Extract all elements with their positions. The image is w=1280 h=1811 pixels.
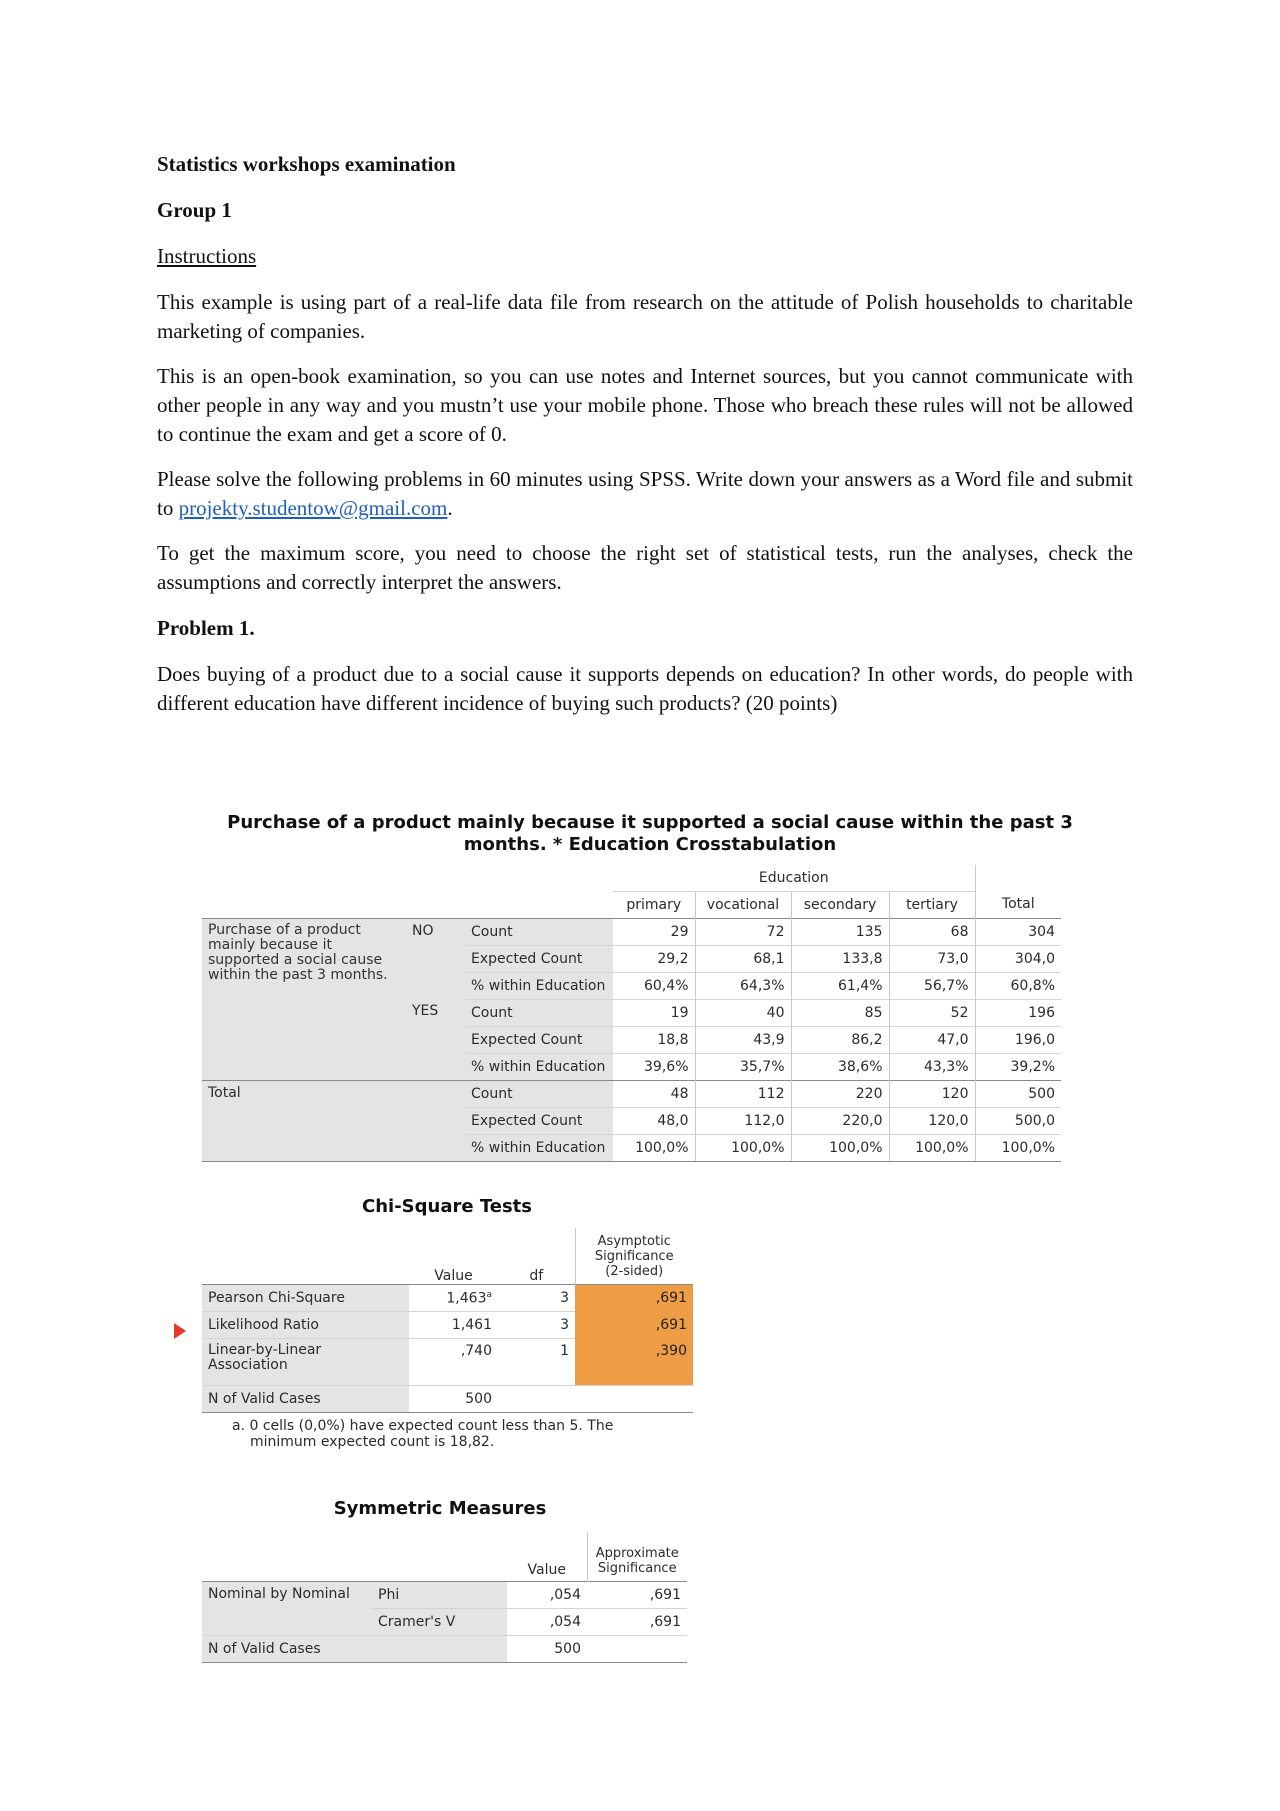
- crosstab-cell: 112: [695, 1080, 791, 1107]
- col-header-primary: primary: [613, 891, 695, 918]
- chisq-row-df: 1: [498, 1339, 575, 1386]
- chisq-footnote-line1: a. 0 cells (0,0%) have expected count less than 5. The: [232, 1418, 614, 1434]
- crosstab-cell: 304,0: [975, 945, 1061, 972]
- chisq-n-value: 500: [409, 1386, 498, 1413]
- chisq-footnote-line2: minimum expected count is 18,82.: [250, 1434, 495, 1450]
- problem-heading: Problem 1.: [157, 616, 255, 640]
- crosstab-stat-label: Expected Count: [465, 1026, 613, 1053]
- crosstab-cell: 304: [975, 918, 1061, 945]
- crosstab-cell: 120: [889, 1080, 975, 1107]
- chisq-row-label: Linear-by-Linear Association: [202, 1339, 409, 1386]
- crosstab-cell: 500,0: [975, 1107, 1061, 1134]
- col-header-secondary: secondary: [791, 891, 889, 918]
- crosstab-cell: 64,3%: [695, 972, 791, 999]
- chisq-row-df: 3: [498, 1285, 575, 1312]
- paragraph-scoring: To get the maximum score, you need to choose the right set of statistical tests, run the analyses, check the assumptions and correctly interpret the answers.: [157, 541, 1133, 594]
- crosstab-cell: 56,7%: [889, 972, 975, 999]
- problem-text: Does buying of a product due to a social cause it supports depends on education? In other words, do people with different education have different incidence of buying such products? (20 points): [157, 662, 1133, 715]
- chisq-row-sig: ,691: [575, 1312, 693, 1339]
- crosstab-cell: 100,0%: [613, 1134, 695, 1161]
- crosstab-title-line1: Purchase of a product mainly because it supported a social cause within the past 3: [227, 812, 1073, 833]
- crosstab-title: [200, 812, 1100, 856]
- crosstab-stat-label: % within Education: [465, 1134, 613, 1161]
- crosstab-cell: 35,7%: [695, 1053, 791, 1080]
- chisq-col-value: Value: [434, 1268, 473, 1284]
- chisq-col-sig-line2: Significance: [594, 1249, 674, 1264]
- crosstab-stat-label: Count: [465, 999, 613, 1026]
- symm-sig: ,691: [587, 1582, 687, 1609]
- crosstab-cell: 52: [889, 999, 975, 1026]
- doc-title: Statistics workshops examination: [157, 152, 456, 176]
- symm-value: ,054: [507, 1582, 587, 1609]
- crosstab-cell: 47,0: [889, 1026, 975, 1053]
- crosstab-cell: 196: [975, 999, 1061, 1026]
- crosstab-cell: 43,3%: [889, 1053, 975, 1080]
- chisq-row-df: 3: [498, 1312, 575, 1339]
- group-heading: Group 1: [157, 198, 232, 222]
- chisq-footnote-marker: a: [486, 1289, 492, 1300]
- crosstab-stat-label: Expected Count: [465, 945, 613, 972]
- paragraph-submission: [157, 465, 1133, 523]
- crosstab-cell: 500: [975, 1080, 1061, 1107]
- chisq-value-text: 1,463: [446, 1290, 487, 1307]
- chisq-footnote: [232, 1418, 613, 1450]
- crosstab-cell: 86,2: [791, 1026, 889, 1053]
- chisq-row-sig: ,691: [575, 1285, 693, 1312]
- crosstab-stat-label: Count: [465, 918, 613, 945]
- crosstab-cell: 220: [791, 1080, 889, 1107]
- crosstab-cell: 68: [889, 918, 975, 945]
- crosstab-cell: 18,8: [613, 1026, 695, 1053]
- submission-text: Please solve the following problems in 60 minutes using SPSS. Write down your answers as a Word file and submit to: [157, 467, 1133, 520]
- crosstab-cell: 100,0%: [975, 1134, 1061, 1161]
- email-link[interactable]: projekty.studentow@gmail.com: [178, 496, 448, 520]
- instructions-heading: Instructions: [157, 244, 257, 268]
- crosstab-table: [202, 865, 1061, 1162]
- crosstab-cell: 61,4%: [791, 972, 889, 999]
- symm-stat-label: Phi: [372, 1582, 507, 1609]
- symm-title: Symmetric Measures: [333, 1498, 547, 1519]
- col-header-vocational: vocational: [695, 891, 791, 918]
- crosstab-cell: 38,6%: [791, 1053, 889, 1080]
- crosstab-cell: 39,2%: [975, 1053, 1061, 1080]
- chisq-row-label: Pearson Chi-Square: [202, 1285, 409, 1312]
- symm-col-sig-line1: Approximate: [595, 1546, 679, 1561]
- symm-value: ,054: [507, 1609, 587, 1636]
- crosstab-cell: 100,0%: [791, 1134, 889, 1161]
- crosstab-cell: 60,4%: [613, 972, 695, 999]
- chisq-row-value: ,740: [409, 1339, 498, 1386]
- chisq-row-value: [409, 1285, 498, 1312]
- crosstab-cell: 120,0: [889, 1107, 975, 1134]
- crosstab-title-line2: months. * Education Crosstabulation: [463, 834, 837, 855]
- education-group-header: Education: [758, 869, 829, 886]
- chisq-row-value: 1,461: [409, 1312, 498, 1339]
- chisq-row-sig: ,390: [575, 1339, 693, 1386]
- symm-table: [202, 1532, 687, 1663]
- crosstab-cell: 100,0%: [889, 1134, 975, 1161]
- crosstab-total-label: Total: [202, 1080, 465, 1161]
- paragraph-rules: This is an open-book examination, so you can use notes and Internet sources, but you cannot communicate with other people in any way and you mustn’t use your mobile phone. Those who breach these rules will not be allowed to continue the exam and get a score of 0.: [157, 364, 1133, 446]
- chisq-table-wrap: [202, 1228, 693, 1413]
- col-header-total: Total: [975, 891, 1061, 918]
- crosstab-cell: 73,0: [889, 945, 975, 972]
- chisq-table: [202, 1228, 693, 1413]
- crosstab-stat-label: Expected Count: [465, 1107, 613, 1134]
- crosstab-stat-label: % within Education: [465, 972, 613, 999]
- symm-col-sig-line2: Significance: [597, 1561, 677, 1576]
- document-body: [157, 150, 1133, 718]
- crosstab-cell: 68,1: [695, 945, 791, 972]
- crosstab-cell: 19: [613, 999, 695, 1026]
- chisq-n-label: N of Valid Cases: [202, 1386, 409, 1413]
- chisq-col-significance: [575, 1228, 693, 1285]
- chisq-row-label: Likelihood Ratio: [202, 1312, 409, 1339]
- table-row: [202, 1080, 1061, 1107]
- chisq-title: Chi-Square Tests: [362, 1196, 532, 1217]
- crosstab-cell: 29: [613, 918, 695, 945]
- crosstab-cell: 40: [695, 999, 791, 1026]
- crosstab-cell: 29,2: [613, 945, 695, 972]
- crosstab-cell: 43,9: [695, 1026, 791, 1053]
- crosstab-group-label: YES: [406, 999, 465, 1080]
- chisq-col-sig-line1: Asymptotic: [597, 1234, 671, 1249]
- symm-stat-label: Cramer's V: [372, 1609, 507, 1636]
- crosstab-row-label: Purchase of a product mainly because it supported a social cause within the past 3 months.: [202, 918, 406, 1080]
- chisq-col-sig-line3: (2-sided): [605, 1264, 664, 1279]
- symm-col-significance: [587, 1532, 687, 1582]
- crosstab-stat-label: Count: [465, 1080, 613, 1107]
- symm-group-label: Nominal by Nominal: [202, 1582, 372, 1636]
- symm-col-value: Value: [527, 1562, 566, 1578]
- crosstab-cell: 196,0: [975, 1026, 1061, 1053]
- table-row: [202, 918, 1061, 945]
- crosstab-cell: 85: [791, 999, 889, 1026]
- symm-n-label: N of Valid Cases: [202, 1636, 507, 1663]
- paragraph-intro: This example is using part of a real-life data file from research on the attitude of Polish households to charitable marketing of companies.: [157, 290, 1133, 343]
- symm-table-wrap: [202, 1532, 687, 1663]
- crosstab-cell: 39,6%: [613, 1053, 695, 1080]
- symm-n-value: 500: [507, 1636, 587, 1663]
- crosstab-stat-label: % within Education: [465, 1053, 613, 1080]
- symm-sig: ,691: [587, 1609, 687, 1636]
- crosstab-cell: 135: [791, 918, 889, 945]
- crosstab-cell: 48: [613, 1080, 695, 1107]
- crosstab-cell: 72: [695, 918, 791, 945]
- crosstab-table-wrap: [202, 865, 1061, 1162]
- crosstab-cell: 48,0: [613, 1107, 695, 1134]
- col-header-tertiary: tertiary: [889, 891, 975, 918]
- crosstab-cell: 100,0%: [695, 1134, 791, 1161]
- crosstab-cell: 112,0: [695, 1107, 791, 1134]
- chisq-col-df: df: [529, 1268, 544, 1284]
- crosstab-group-label: NO: [406, 918, 465, 999]
- red-arrow-icon: [174, 1323, 186, 1339]
- crosstab-cell: 220,0: [791, 1107, 889, 1134]
- crosstab-cell: 60,8%: [975, 972, 1061, 999]
- crosstab-cell: 133,8: [791, 945, 889, 972]
- submission-end: .: [447, 496, 453, 520]
